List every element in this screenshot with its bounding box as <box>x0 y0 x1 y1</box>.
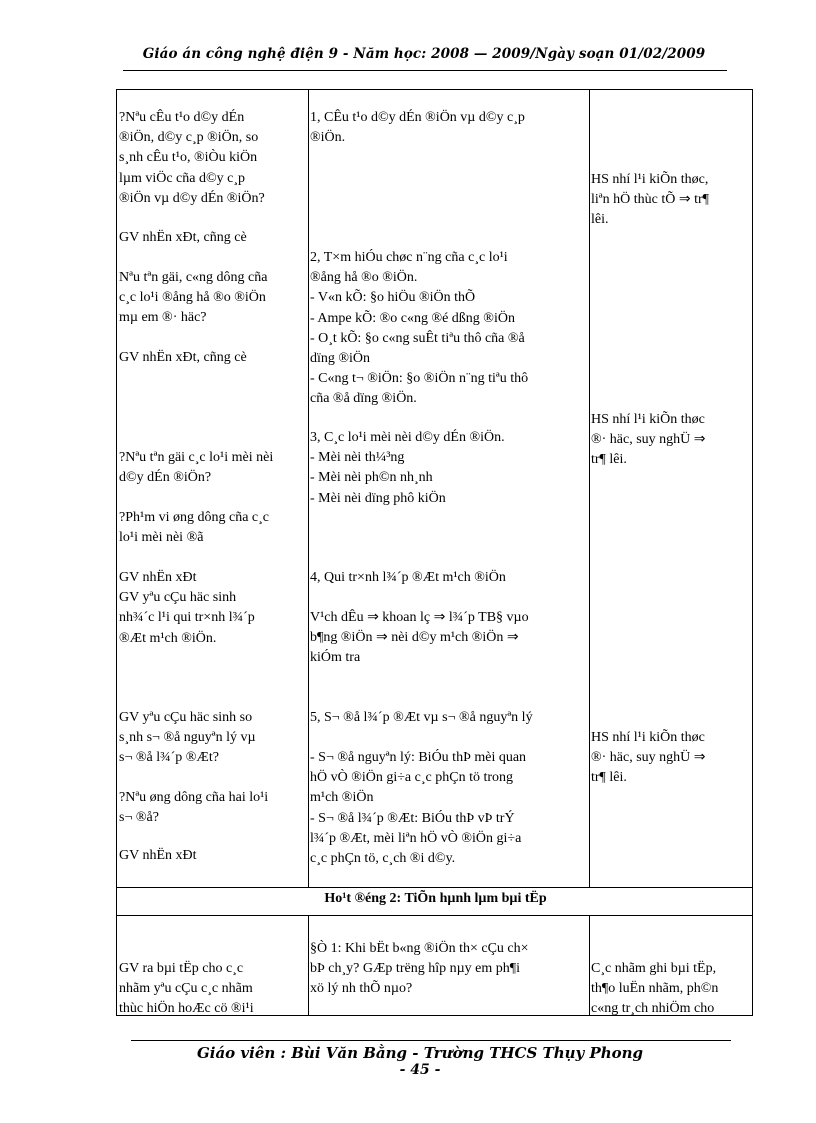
content-diagrams-title: 5, S¬ ®å l¾´p ®Æt vµ s¬ ®å nguyªn lý <box>310 710 533 725</box>
column-divider <box>308 915 309 1016</box>
teacher-procedure-request: GV nhËn xÐt GV yªu cÇu häc sinh nh¾´c l¹i qui tr×nh l¾´p ®Æt m¹ch ®iÖn. <box>119 570 255 646</box>
teacher-remark: GV nhËn xÐt <box>119 848 197 863</box>
section-title: Ho¹t ®éng 2: TiÕn hµnh lµm bµi tËp <box>324 891 547 906</box>
content-meter-functions: 2, T×m hiÓu chøc n¨ng cña c¸c lo¹i ®ång hå ®o ®iÖn. - V«n kÕ: §o hiÖu ®iÖn thÕ - Ampe kÕ: ®o c«ng ®é dßng ®iÖn - O¸t kÕ: §o c«ng suÊt tiªu thô cña ®å dïng ®iÖn - C«ng t¬ ®iÖn: §o ®iÖn n¨ng tiªu thô cña ®å dïng ®iÖn. <box>310 250 529 407</box>
teacher-exercise-assign: GV ra bµi tËp cho c¸c nhãm yªu cÇu c¸c nhãm thùc hiÖn hoÆc cö ®i¹i <box>119 961 254 1017</box>
page-number: - 45 - <box>399 1062 441 1078</box>
page-header: Giáo án công nghệ điện 9 - Năm học: 2008 — 2009/Ngày soạn 01/02/2009 <box>142 46 706 62</box>
footer-teacher: Giáo viên : Bùi Văn Bằng - Trường THCS Thụy Phong <box>196 1044 644 1062</box>
teacher-question-usage: ?Nªu øng dông cña hai lo¹i s¬ ®å? <box>119 790 269 826</box>
column-divider <box>308 90 309 887</box>
teacher-question-meters: Nªu tªn gäi, c«ng dông cña c¸c lo¹i ®ång hå ®o ®iÖn mµ em ®· häc? <box>119 270 268 326</box>
teacher-question-joints: ?Nªu tªn gäi c¸c lo¹i mèi nèi d©y dÉn ®iÖn? <box>119 450 274 486</box>
teacher-remark: GV nhËn xÐt, cñng cè <box>119 230 247 245</box>
student-activity: HS nhí l¹i kiÕn thøc ®· häc, suy nghÜ ⇒ tr¶ lêi. <box>591 730 706 786</box>
header-rule <box>123 70 727 71</box>
teacher-question-cable: ?Nªu cÊu t¹o d©y dÉn ®iÖn, d©y c¸p ®iÖn, so s¸nh cÊu t¹o, ®iÒu kiÖn lµm viÖc cña d©y c¸p ®iÖn vµ d©y dÉn ®iÖn? <box>119 110 265 206</box>
content-procedure-steps: V¹ch dÊu ⇒ khoan lç ⇒ l¾´p TB§ vµo b¶ng ®iÖn ⇒ nèi d©y m¹ch ®iÖn ⇒ kiÓm tra <box>310 610 529 666</box>
row-divider <box>117 887 752 888</box>
content-installation-procedure: 4, Qui tr×nh l¾´p ®Æt m¹ch ®iÖn <box>310 570 506 585</box>
teacher-question-scope: ?Ph¹m vi øng dông cña c¸c lo¹i mèi nèi ®ã <box>119 510 269 546</box>
content-diagram-definitions: - S¬ ®å nguyªn lý: BiÓu thÞ mèi quan hÖ vÒ ®iÖn gi÷a c¸c phÇn tö trong m¹ch ®iÖn - S¬ ®å l¾´p ®Æt: BiÓu thÞ vÞ trÝ l¾´p ®Æt, mèi liªn hÖ vÒ ®iÖn gi÷a c¸c phÇn tö, c¸ch ®i d©y. <box>310 750 527 867</box>
student-activity: HS nhí l¹i kiÕn thøc, liªn hÖ thùc tÕ ⇒ tr¶ lêi. <box>591 172 709 228</box>
column-divider <box>589 915 590 1016</box>
student-activity: HS nhí l¹i kiÕn thøc ®· häc, suy nghÜ ⇒ tr¶ lêi. <box>591 412 706 468</box>
content-cable-structure: 1, CÊu t¹o d©y dÉn ®iÖn vµ d©y c¸p ®iÖn. <box>310 110 525 146</box>
teacher-remark: GV nhËn xÐt, cñng cè <box>119 350 247 365</box>
lesson-table <box>116 89 753 1016</box>
column-divider <box>589 90 590 887</box>
footer-rule <box>131 1040 731 1041</box>
row-divider <box>117 915 752 916</box>
teacher-diagram-request: GV yªu cÇu häc sinh so s¸nh s¬ ®å nguyªn lý vµ s¬ ®å l¾´p ®Æt? <box>119 710 256 766</box>
content-exercise-1: §Ò 1: Khi bËt b«ng ®iÖn th× cÇu ch× bÞ ch¸y? GÆp trëng hîp nµy em ph¶i xö lý nh thÕ nµo? <box>310 941 529 997</box>
student-activity: C¸c nhãm ghi bµi tËp, th¶o luËn nhãm, ph©n c«ng tr¸ch nhiÖm cho <box>591 961 719 1017</box>
content-joint-types: 3, C¸c lo¹i mèi nèi d©y dÉn ®iÖn. - Mèi nèi th¼³ng - Mèi nèi ph©n nh¸nh - Mèi nèi dïng phô kiÖn <box>310 430 505 506</box>
